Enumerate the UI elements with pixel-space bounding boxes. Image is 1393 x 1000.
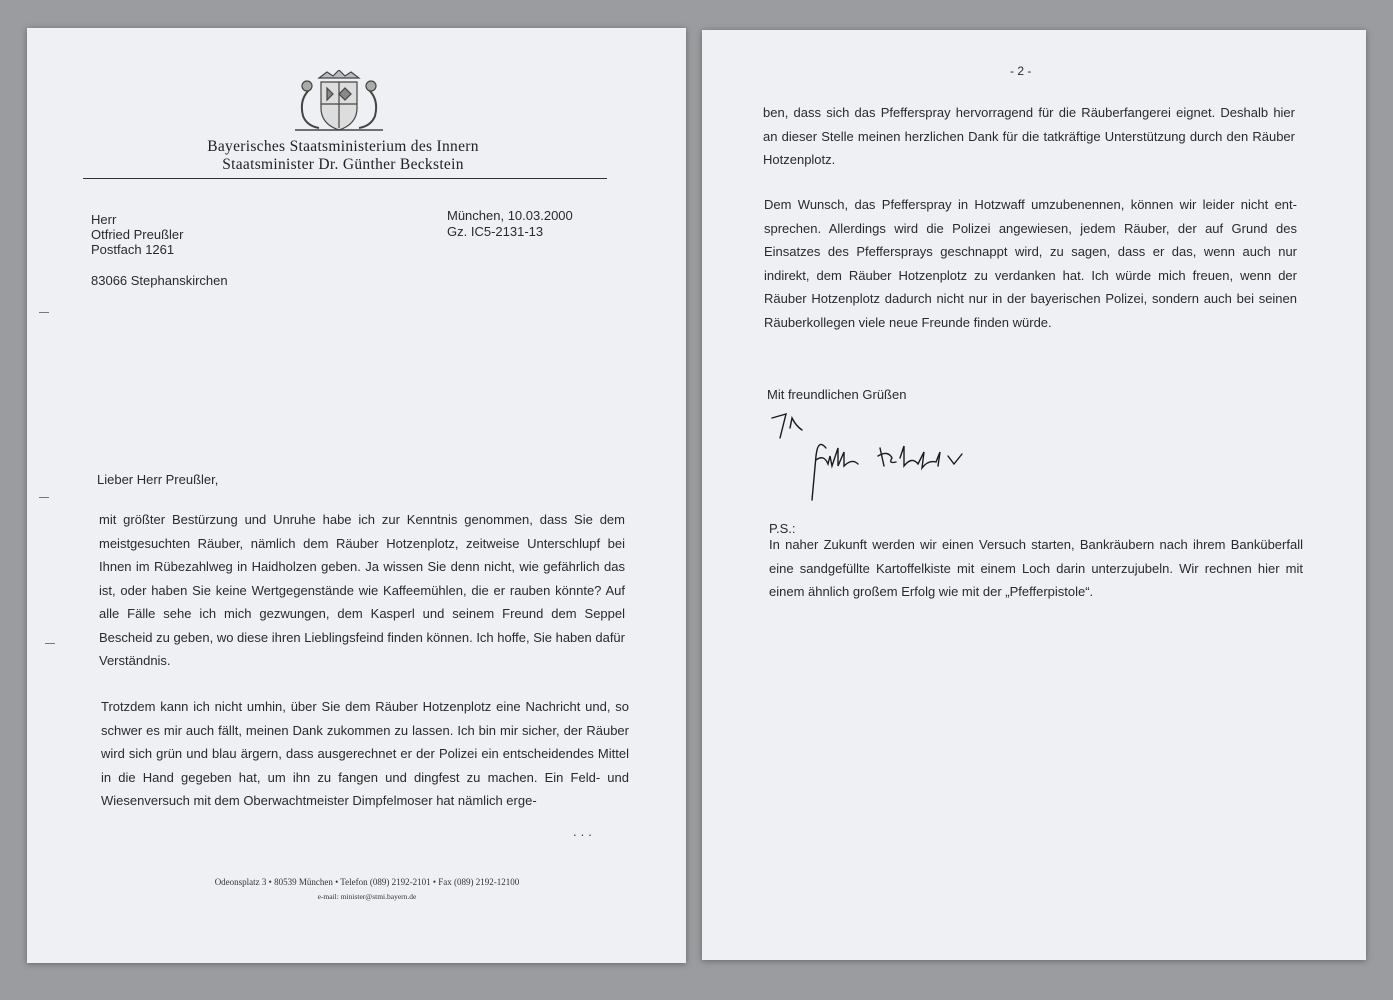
recipient-name: Otfried Preußler bbox=[91, 227, 184, 242]
fold-mark bbox=[39, 497, 49, 498]
reference-number: Gz. IC5-2131-13 bbox=[447, 224, 544, 239]
footer-email: e-mail: minister@stmi.bayern.de bbox=[317, 892, 417, 901]
letter-page-1 bbox=[27, 28, 686, 963]
closing-greeting: Mit freundlichen Grüßen bbox=[767, 387, 907, 402]
ps-label: P.S.: bbox=[769, 521, 796, 536]
recipient-salutation: Herr bbox=[91, 212, 117, 227]
body-paragraph-3: ben, dass sich das Pfefferspray hervorragend für die Räuberfangerei eignet. Deshalb hier an dieser Stelle meinen herzlichen Dank für die tatkräftige Unterstützung durch den Räuber Hotzenplotz. bbox=[763, 105, 1295, 167]
ps-paragraph: In naher Zukunft werden wir einen Versuch starten, Bankräubern nach ihrem Banküberfall eine sandgefüllte Kartoffelkiste mit einem Loch darin unterzujubeln. Wir rechnen hier mit einem ähnlich großem Erfolg wie mit der „Pfefferpistole“. bbox=[769, 537, 1303, 599]
body-paragraph-4: Dem Wunsch, das Pfefferspray in Hotzwaff umzubenennen, können wir leider nicht entsprechen. Allerdings wird die Polizei angewiesen, jedem Räuber, der auf Grund des Einsatzes des Pfeffersprays geschnappt wird, zu sagen, dass er das, wenn auch nur indirekt, dem Räuber Hotzenplotz zu verdanken hat. Ich würde mich freuen, wenn der Räuber Hotzenplotz dadurch nicht nur in der bayerischen Polizei, sondern auch bei seinen Räuberkollegen viele neue Freunde finden würde. bbox=[764, 197, 1297, 330]
ministry-name: Bayerisches Staatsministerium des Innern bbox=[207, 138, 479, 155]
fold-mark bbox=[39, 312, 49, 313]
recipient-city: 83066 Stephanskirchen bbox=[91, 273, 228, 288]
continuation-marker: ... bbox=[573, 824, 596, 839]
recipient-po-box: Postfach 1261 bbox=[91, 242, 175, 257]
punch-mark bbox=[45, 643, 55, 644]
footer-address: Odeonsplatz 3 • 80539 München • Telefon (089) 2192-2101 • Fax (089) 2192-12100 bbox=[214, 877, 520, 887]
letter-page-2 bbox=[702, 30, 1366, 960]
bavarian-coat-of-arms-icon bbox=[289, 70, 389, 132]
letter-date: München, 10.03.2000 bbox=[447, 208, 573, 223]
body-paragraph-1: mit größter Bestürzung und Unruhe habe ich zur Kenntnis genommen, dass Sie dem meistgesuchten Räuber, nämlich dem Räuber Hotzenplotz, zeitweise Unterschlupf bei Ihnen im Rübezahlweg in Haidholzen geben. Ja wissen Sie denn nicht, wie gefährlich das ist, oder haben Sie keine Wertgegenstände wie Kaffeemühlen, die er rauben könnte? Auf alle Fälle sehe ich mich gezwungen, dem Kasperl und seinem Freund dem Seppel Bescheid zu geben, wo diese ihren Lieblingsfeind finden können. Ich hoffe, Sie haben dafür Verständnis. bbox=[99, 512, 625, 668]
page-number: - 2 - bbox=[1010, 64, 1032, 78]
signature-icon bbox=[768, 408, 978, 503]
minister-name: Staatsminister Dr. Günther Beckstein bbox=[222, 156, 464, 173]
greeting: Lieber Herr Preußler, bbox=[97, 472, 219, 487]
header-rule bbox=[83, 178, 607, 179]
body-paragraph-2: Trotzdem kann ich nicht umhin, über Sie dem Räuber Hotzenplotz eine Nachricht und, so schwer es mir auch fällt, meinen Dank zukommen zu lassen. Ich bin mir sicher, der Räuber wird sich grün und blau ärgern, dass ausgerechnet er der Polizei ein entscheidendes Mittel in die Hand gegeben hat, um ihn zu fangen und dingfest zu machen. Ein Feld- und Wiesenversuch mit dem Oberwachtmeister Dimpfelmoser hat nämlich erge- bbox=[101, 699, 629, 808]
